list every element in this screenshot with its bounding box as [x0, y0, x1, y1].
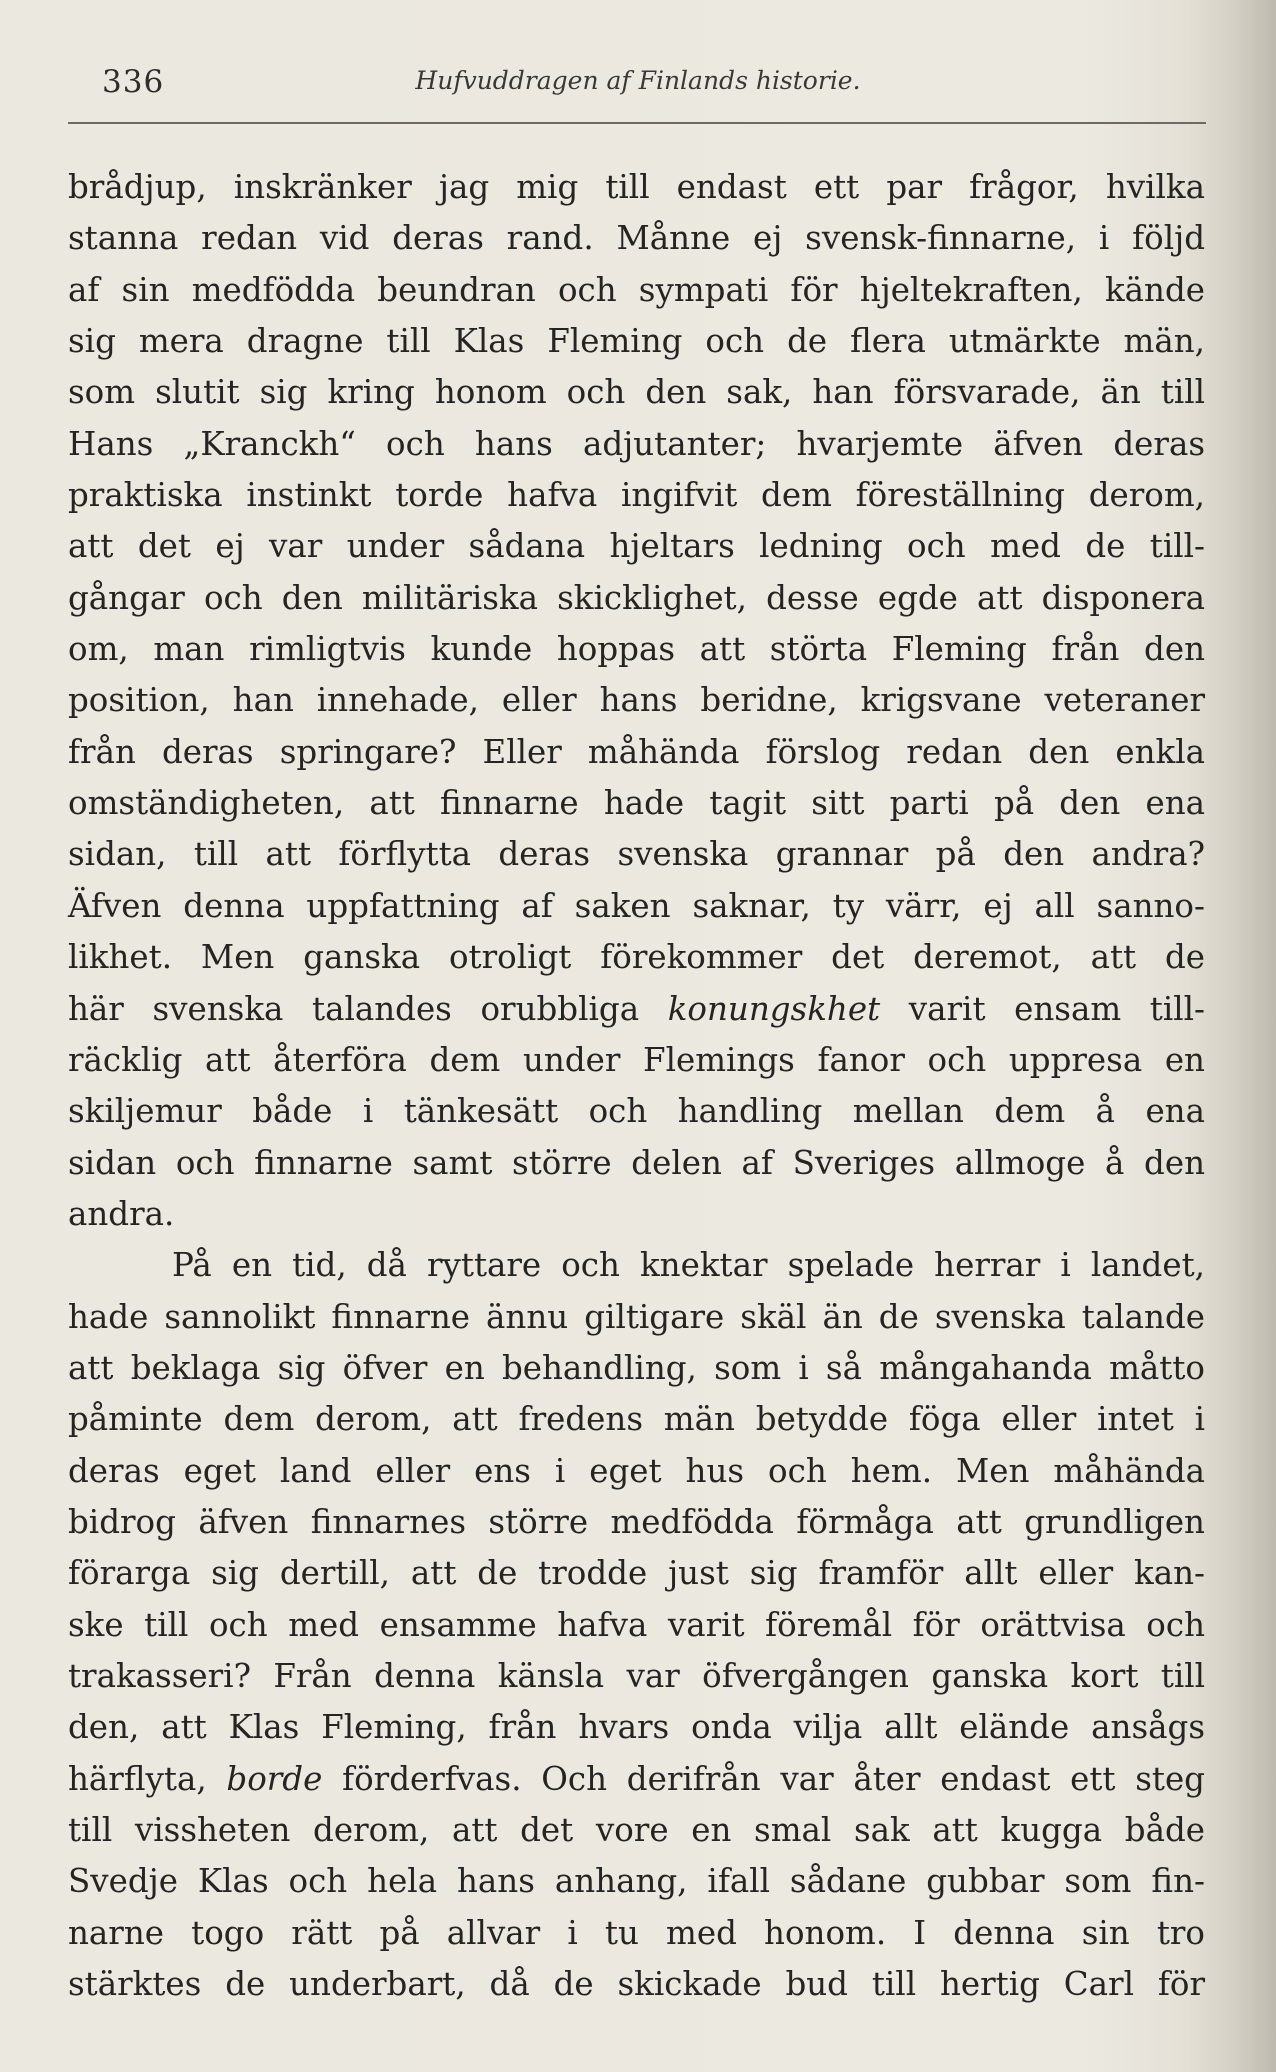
- text-line: från deras springare? Eller måhända förslog redan den enkla: [68, 732, 1205, 771]
- running-title: Hufvuddragen af Finlands historie.: [415, 66, 861, 95]
- text-line: till vissheten derom, att det vore en smal sak att kugga både: [68, 1811, 1205, 1849]
- text-line: hade sannolikt finnarne ännu giltigare skäl än de svenska talande: [68, 1297, 1205, 1336]
- text-span: förderfvas. Och derifrån var åter endast ett steg: [342, 1759, 1205, 1798]
- text-line: bidrog äfven finnarnes större medfödda förmåga att grundligen: [68, 1502, 1205, 1541]
- text-span: varit ensam till-: [908, 989, 1205, 1028]
- text-line: likhet. Men ganska otroligt förekommer det deremot, att de: [68, 938, 1205, 977]
- text-line: af sin medfödda beundran och sympati för hjeltekraften, kände: [68, 270, 1205, 309]
- text-line: Hans „Kranckh“ och hans adjutanter; hvarjemte äfven deras: [68, 424, 1205, 463]
- text-line: position, han innehade, eller hans beridne, krigsvane veteraner: [68, 681, 1205, 720]
- text-line: deras eget land eller ens i eget hus och hem. Men måhända: [68, 1451, 1205, 1490]
- text-line: gångar och den militäriska skicklighet, desse egde att disponera: [68, 578, 1205, 617]
- text-line: sig mera dragne till Klas Fleming och de flera utmärkte män,: [68, 322, 1205, 361]
- text-line: räcklig att återföra dem under Flemings fanor och uppresa en: [68, 1040, 1205, 1079]
- text-line: ske till och med ensamme hafva varit föremål för orättvisa och: [68, 1605, 1205, 1644]
- text-line: sidan och finnarne samt större delen af Sveriges allmoge å den: [68, 1143, 1205, 1182]
- text-line: skiljemur både i tänkesätt och handling mellan dem å ena: [68, 1092, 1205, 1131]
- page-header: [68, 56, 1208, 106]
- italic-word: borde: [226, 1759, 323, 1798]
- text-line: trakasseri? Från denna känsla var öfvergången ganska kort till: [68, 1656, 1205, 1695]
- text-line: omständigheten, att finnarne hade tagit sitt parti på den ena: [68, 784, 1205, 823]
- text-line: Svedje Klas och hela hans anhang, ifall sådane gubbar som fin-: [68, 1862, 1205, 1901]
- page-number: 336: [102, 64, 165, 100]
- text-line: den, att Klas Fleming, från hvars onda vilja allt elände ansågs: [68, 1708, 1205, 1747]
- paragraph-end-line: andra.: [68, 1194, 175, 1233]
- text-span: härflyta,: [68, 1759, 207, 1798]
- italic-word: konungskhet: [667, 989, 881, 1028]
- text-line: brådjup, inskränker jag mig till endast ett par frågor, hvilka: [68, 168, 1205, 206]
- text-line: om, man rimligtvis kunde hoppas att störta Fleming från den: [68, 630, 1205, 669]
- text-line: sidan, till att förflytta deras svenska grannar på den andra?: [68, 835, 1205, 874]
- text-line: [68, 1754, 1205, 1805]
- text-line: påminte dem derom, att fredens män betydde föga eller intet i: [68, 1400, 1205, 1439]
- text-line: narne togo rätt på allvar i tu med honom. I denna sin tro: [68, 1913, 1205, 1952]
- text-line: stanna redan vid deras rand. Månne ej svensk-finnarne, i följd: [68, 219, 1205, 258]
- paragraph-start-line: På en tid, då ryttare och knektar spelade herrar i landet,: [172, 1246, 1205, 1285]
- text-line: praktiska instinkt torde hafva ingifvit dem föreställning derom,: [68, 476, 1205, 515]
- text-line: att beklaga sig öfver en behandling, som i så mångahanda måtto: [68, 1348, 1205, 1387]
- text-span: här svenska talandes orubbliga: [68, 989, 640, 1028]
- text-line: [68, 984, 1205, 1035]
- text-line: som slutit sig kring honom och den sak, han försvarade, än till: [68, 373, 1205, 412]
- body-text: [68, 162, 1205, 2010]
- header-rule: [68, 122, 1206, 124]
- text-line: stärktes de underbart, då de skickade bud till hertig Carl för: [68, 1965, 1205, 2004]
- text-line: Äfven denna uppfattning af saken saknar, ty värr, ej all sanno-: [68, 886, 1205, 925]
- text-line: förarga sig dertill, att de trodde just sig framför allt eller kan-: [68, 1554, 1205, 1593]
- text-line: att det ej var under sådana hjeltars ledning och med de till-: [68, 527, 1205, 566]
